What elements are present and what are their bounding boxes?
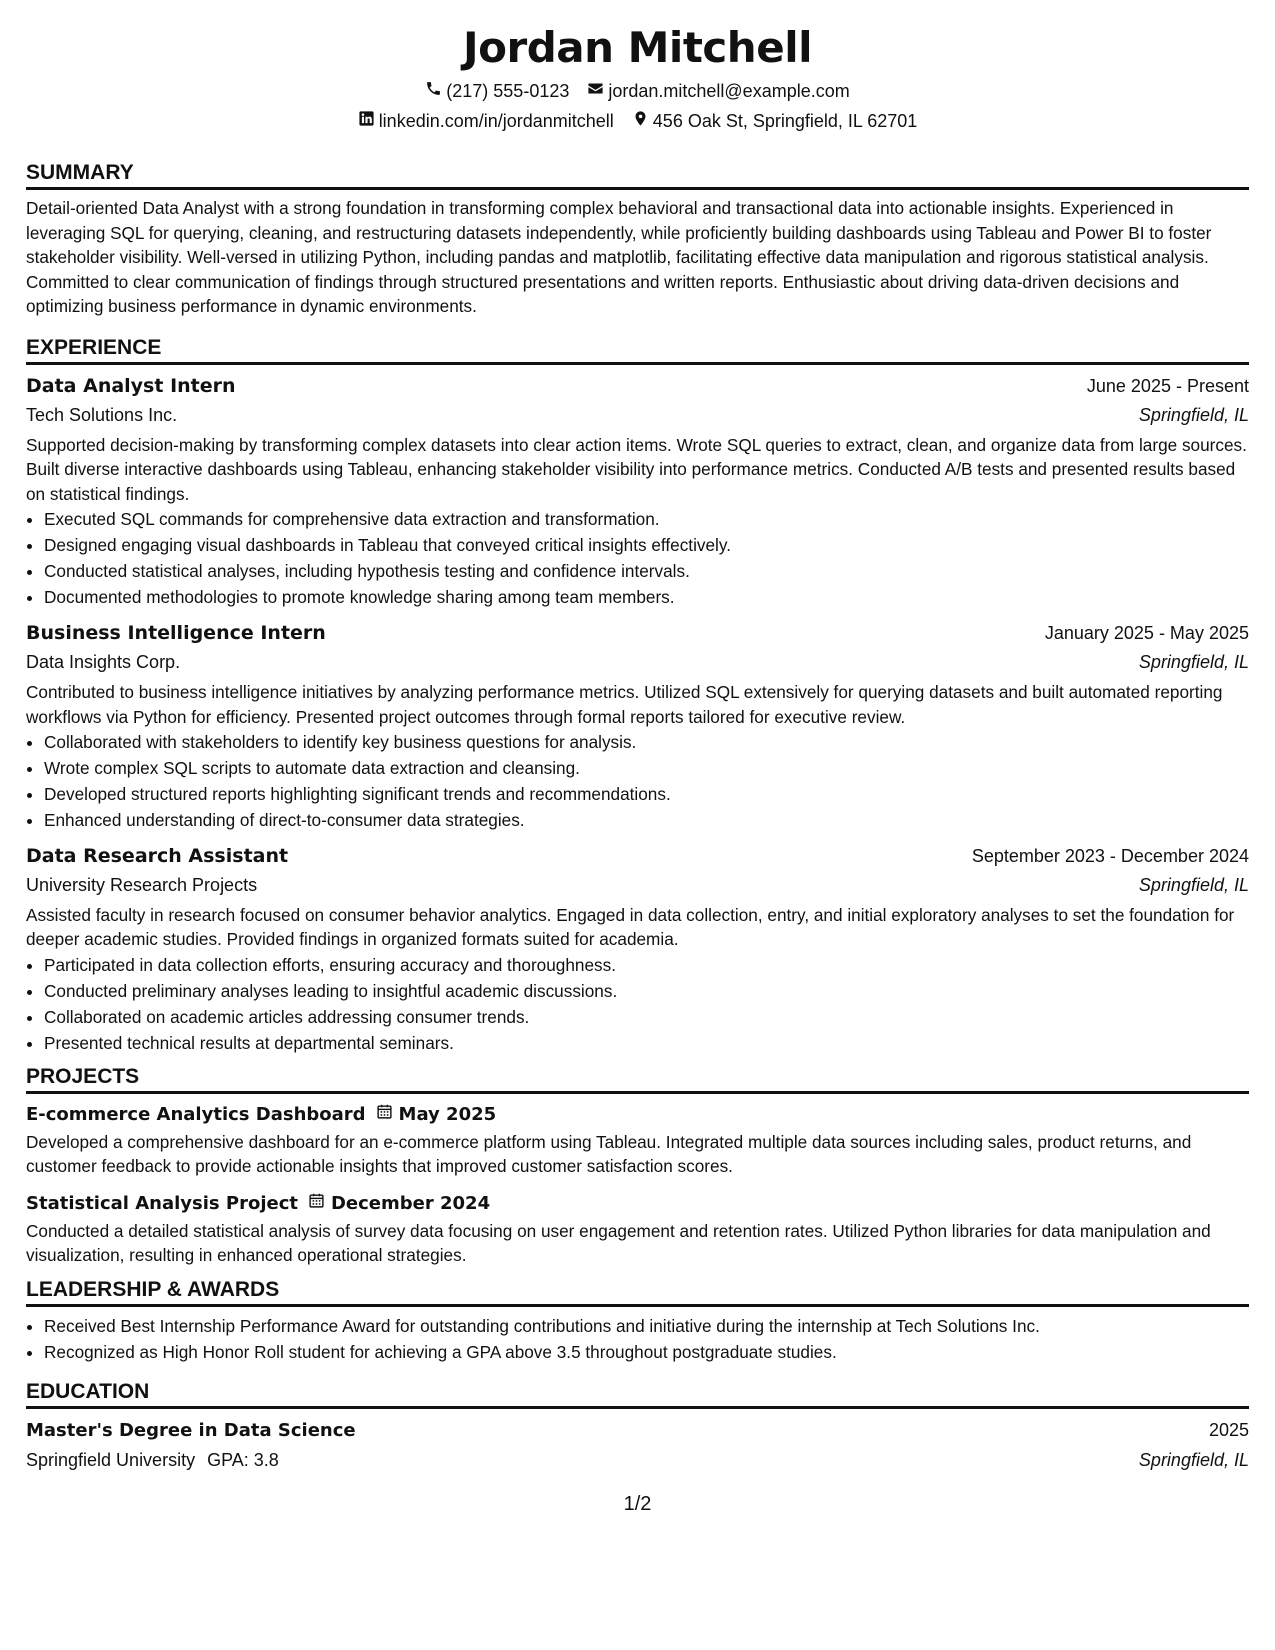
resume-header	[26, 22, 1249, 132]
project-header	[26, 1189, 1249, 1219]
project-date-text: December 2024	[330, 1192, 491, 1214]
education-gpa: GPA: 3.8	[207, 1450, 279, 1471]
calendar-icon	[308, 1189, 325, 1219]
section-title-experience: EXPERIENCE	[26, 335, 1249, 365]
list-item: • Collaborated with stakeholders to identify key business questions for analysis.	[44, 729, 1249, 755]
education-school-row	[26, 1446, 1249, 1474]
job-description: Supported decision-making by transforming complex datasets into clear action items. Wrote SQL queries to extract, clean, and organize data from large sources. Built diverse interactive dashboards using Tableau, enhancing stakeholder visibility into performance metrics. Conducted A/B tests and presented results based on statistical findings.	[26, 434, 1247, 504]
project-date	[308, 1189, 490, 1219]
education-school-line	[26, 1446, 279, 1474]
job-entry	[26, 618, 1249, 833]
list-item: • Recognized as High Honor Roll student for achieving a GPA above 3.5 throughout postgraduate studies.	[44, 1339, 1249, 1365]
list-item: • Enhanced understanding of direct-to-consumer data strategies.	[44, 807, 1249, 833]
job-company-row	[26, 401, 1249, 429]
section-title-summary: SUMMARY	[26, 160, 1249, 190]
email-address[interactable]: jordan.mitchell@example.com	[608, 81, 850, 101]
job-company: University Research Projects	[26, 875, 258, 895]
list-item: • Presented technical results at departmental seminars.	[44, 1030, 1249, 1056]
email-icon	[587, 80, 604, 102]
list-item: • Executed SQL commands for comprehensive data extraction and transformation.	[44, 506, 1249, 532]
job-location: Springfield, IL	[1138, 875, 1249, 895]
education-header-row	[26, 1415, 1249, 1446]
job-header-row	[26, 841, 1249, 871]
job-entry	[26, 841, 1249, 1056]
job-bullets	[26, 729, 1249, 833]
job-title: Business Intelligence Intern	[26, 622, 326, 645]
phone-number[interactable]: (217) 555-0123	[446, 81, 570, 101]
education-location: Springfield, IL	[1138, 1450, 1249, 1471]
linkedin-icon	[358, 110, 375, 132]
linkedin-url[interactable]: linkedin.com/in/jordanmitchell	[378, 111, 614, 131]
address-contact	[632, 110, 918, 132]
job-company-row	[26, 871, 1249, 899]
list-item: • Participated in data collection efforts, ensuring accuracy and thoroughness.	[44, 952, 1249, 978]
project-entry	[26, 1189, 1249, 1268]
job-company-row	[26, 648, 1249, 676]
experience-section	[26, 335, 1249, 1056]
list-item: • Conducted statistical analyses, including hypothesis testing and confidence intervals.	[44, 558, 1249, 584]
project-date	[376, 1100, 497, 1130]
job-bullets	[26, 952, 1249, 1056]
job-dates: January 2025 - May 2025	[1044, 623, 1249, 644]
project-header	[26, 1100, 1249, 1130]
job-description: Assisted faculty in research focused on consumer behavior analytics. Engaged in data collection, entry, and initial exploratory analyses to set the foundation for deeper academic studies. Provided findings in organized formats suited for academia.	[26, 905, 1235, 950]
leadership-section	[26, 1277, 1249, 1365]
projects-section	[26, 1064, 1249, 1268]
leadership-bullets	[26, 1313, 1249, 1365]
summary-section	[26, 160, 1249, 319]
education-school: Springfield University	[26, 1450, 196, 1471]
project-date-text: May 2025	[398, 1103, 497, 1125]
education-degree: Master's Degree in Data Science	[26, 1420, 356, 1442]
job-location: Springfield, IL	[1138, 652, 1249, 673]
job-description: Contributed to business intelligence initiatives by analyzing performance metrics. Utilized SQL extensively for querying datasets and built automated reporting workflows via Python for efficiency. Presented project outcomes through formal reports tailored for executive review.	[26, 682, 1223, 727]
section-title-leadership: LEADERSHIP & AWARDS	[26, 1277, 1249, 1307]
phone-icon	[425, 80, 442, 102]
education-section	[26, 1379, 1249, 1474]
job-header-row	[26, 371, 1249, 401]
email-contact	[587, 80, 849, 102]
map-pin-icon	[632, 110, 649, 132]
list-item: • Documented methodologies to promote knowledge sharing among team members.	[44, 584, 1249, 610]
candidate-name: Jordan Mitchell	[463, 23, 812, 72]
project-description: Conducted a detailed statistical analysis of survey data focusing on user engagement and retention rates. Utilized Python libraries for data manipulation and visualization, resulting in enhanced operational strategies.	[26, 1220, 1211, 1266]
resume-page	[26, 22, 1249, 1474]
job-header-row	[26, 618, 1249, 648]
job-company: Data Insights Corp.	[26, 652, 181, 673]
list-item: • Wrote complex SQL scripts to automate data extraction and cleansing.	[44, 755, 1249, 781]
address-text: 456 Oak St, Springfield, IL 62701	[652, 111, 918, 131]
job-entry	[26, 371, 1249, 610]
job-title: Data Research Assistant	[26, 845, 289, 867]
list-item: • Developed structured reports highlighting significant trends and recommendations.	[44, 781, 1249, 807]
job-company: Tech Solutions Inc.	[26, 404, 178, 425]
contact-row-primary	[26, 80, 1249, 102]
project-entry	[26, 1100, 1249, 1179]
calendar-icon	[376, 1100, 393, 1130]
section-title-projects: PROJECTS	[26, 1064, 1249, 1094]
linkedin-contact	[358, 110, 614, 132]
page-number: 1/2	[623, 1493, 652, 1515]
job-location: Springfield, IL	[1138, 404, 1249, 425]
list-item: • Designed engaging visual dashboards in Tableau that conveyed critical insights effectively.	[44, 532, 1249, 558]
summary-text: Detail-oriented Data Analyst with a strong foundation in transforming complex behavioral and transactional data into actionable insights. Experienced in leveraging SQL for querying, cleaning, and restructuring datasets independently, while proficiently building dashboards using Tableau and Power BI to foster stakeholder visibility. Well-versed in utilizing Python, including pandas and matplotlib, facilitating effective data manipulation and rigorous statistical analysis. Committed to clear communication of findings through structured presentations and written reports. Enthusiastic about driving data-driven decisions and optimizing business performance in dynamic environments.	[26, 198, 1212, 317]
list-item: • Conducted preliminary analyses leading to insightful academic discussions.	[44, 978, 1249, 1004]
project-name: E-commerce Analytics Dashboard	[26, 1103, 366, 1125]
job-bullets	[26, 506, 1249, 610]
phone-contact	[425, 80, 569, 102]
job-dates: September 2023 - December 2024	[971, 846, 1249, 866]
section-title-education: EDUCATION	[26, 1379, 1249, 1409]
project-description: Developed a comprehensive dashboard for an e-commerce platform using Tableau. Integrated multiple data sources including sales, product returns, and customer feedback to provide actionable insights that improved customer satisfaction scores.	[26, 1131, 1192, 1177]
education-year: 2025	[1208, 1420, 1249, 1441]
job-title: Data Analyst Intern	[26, 374, 236, 397]
list-item: • Collaborated on academic articles addressing consumer trends.	[44, 1004, 1249, 1030]
contact-row-secondary	[26, 110, 1249, 132]
project-name: Statistical Analysis Project	[26, 1192, 298, 1214]
job-dates: June 2025 - Present	[1086, 375, 1249, 396]
list-item: • Received Best Internship Performance Award for outstanding contributions and initiative during the internship at Tech Solutions Inc.	[44, 1313, 1249, 1339]
